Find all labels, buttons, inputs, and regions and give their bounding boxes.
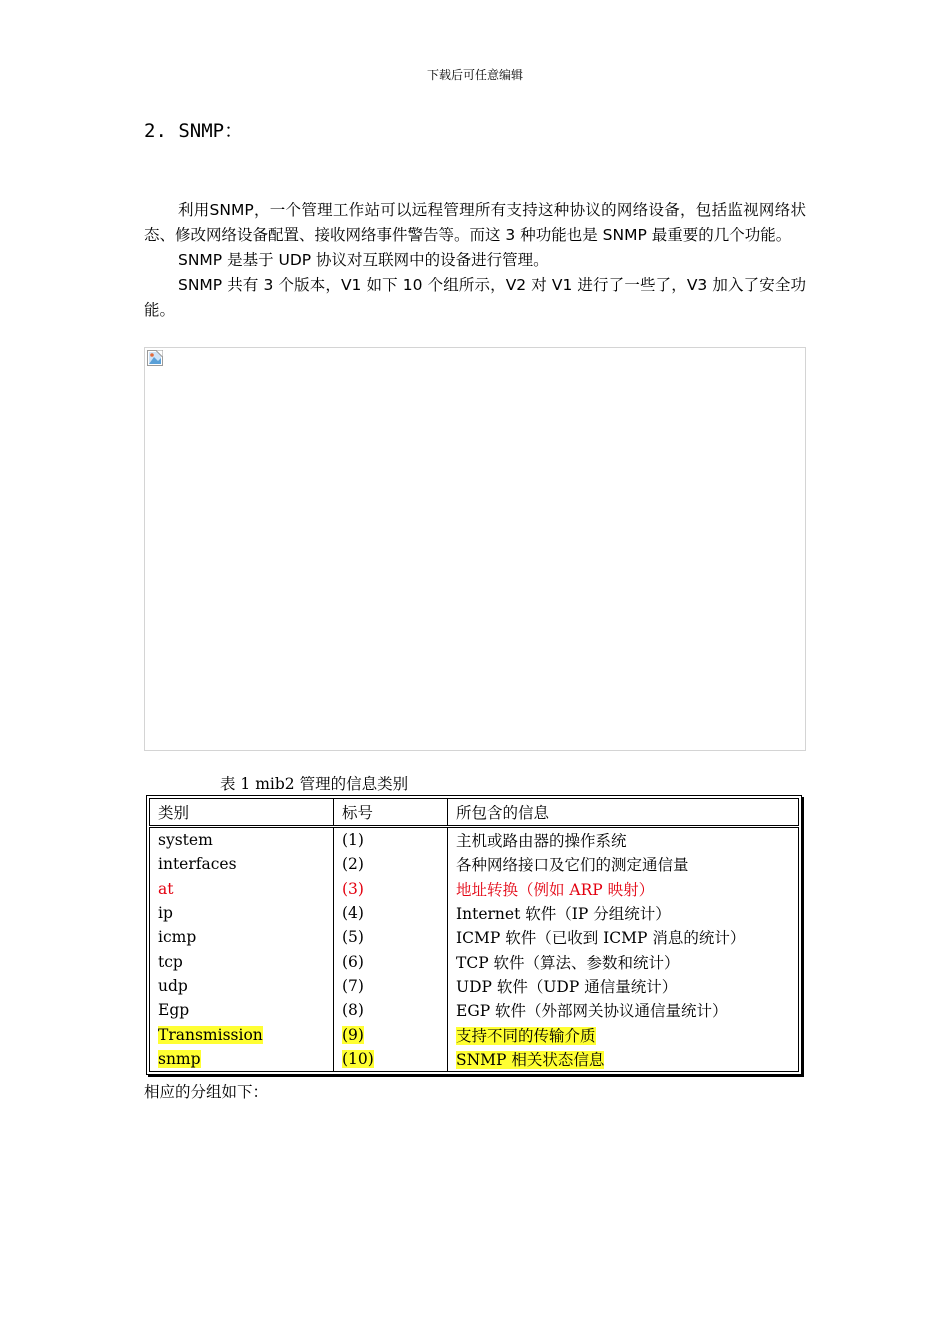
cell-category [150, 1047, 334, 1072]
table-caption: 表 1 mib2 管理的信息类别 [220, 775, 409, 793]
cell-id [334, 950, 448, 974]
cell-category [150, 974, 334, 998]
table-row [150, 901, 799, 925]
table-row [150, 925, 799, 949]
page-header-note: 下载后可任意编辑 [426, 68, 523, 82]
cell-info [448, 852, 799, 876]
cell-info [448, 1022, 799, 1046]
mib2-table-frame [146, 795, 802, 1075]
cell-category [150, 998, 334, 1022]
cell-category [150, 901, 334, 925]
cell-category [150, 950, 334, 974]
cell-info-text: 主机或路由器的操作系统 [456, 832, 627, 851]
cell-id [334, 925, 448, 949]
header-info: 所包含的信息 [448, 799, 799, 827]
mib2-table [149, 798, 799, 1072]
cell-info [448, 901, 799, 925]
broken-image-icon [147, 350, 163, 366]
cell-category-text: interfaces [158, 855, 237, 874]
cell-info-text: EGP 软件（外部网关协议通信量统计） [456, 1002, 728, 1021]
header-category: 类别 [150, 799, 334, 827]
cell-category [150, 1022, 334, 1046]
cell-category-text: ip [158, 904, 173, 923]
cell-category [150, 827, 334, 853]
paragraph-2: SNMP 是基于 UDP 协议对互联网中的设备进行管理。 [178, 251, 549, 269]
cell-id-text: (7) [342, 976, 364, 995]
cell-id-text: (5) [342, 928, 364, 947]
paragraph-3: SNMP 共有 3 个版本，V1 如下 10 个组所示，V2 对 V1 进行了一些了，V3 加入了安全功能。 [144, 276, 806, 319]
cell-category-text: udp [158, 976, 188, 995]
cell-info [448, 1047, 799, 1072]
cell-id-text: (8) [342, 1001, 364, 1020]
cell-id [334, 974, 448, 998]
cell-id-text: (3) [342, 879, 364, 898]
cell-category-text: icmp [158, 928, 197, 947]
cell-info-text: TCP 软件（算法、参数和统计） [456, 953, 680, 972]
section-heading: 2. SNMP： [144, 120, 244, 142]
cell-id-text: (10) [342, 1049, 374, 1068]
table-header-row [150, 799, 799, 827]
table-row [150, 1047, 799, 1072]
cell-category-text: Egp [158, 1001, 190, 1020]
table-row [150, 998, 799, 1022]
table-row [150, 877, 799, 901]
cell-category [150, 877, 334, 901]
cell-info-text: ICMP 软件（已收到 ICMP 消息的统计） [456, 929, 746, 948]
cell-id [334, 1022, 448, 1046]
header-id: 标号 [334, 799, 448, 827]
cell-id-text: (9) [342, 1025, 364, 1044]
body-text [144, 198, 806, 323]
cell-category-text: at [158, 879, 174, 898]
cell-id [334, 852, 448, 876]
cell-info-text: Internet 软件（IP 分组统计） [456, 905, 671, 924]
table-row [150, 974, 799, 998]
cell-id [334, 901, 448, 925]
cell-info [448, 925, 799, 949]
cell-category-text: system [158, 831, 213, 850]
missing-image-placeholder [144, 347, 806, 751]
cell-id-text: (4) [342, 904, 364, 923]
cell-info-text: SNMP 相关状态信息 [456, 1050, 605, 1069]
cell-info-text: 各种网络接口及它们的测定通信量 [456, 856, 689, 875]
cell-category [150, 925, 334, 949]
cell-category-text: snmp [158, 1049, 201, 1068]
cell-id [334, 998, 448, 1022]
cell-info [448, 877, 799, 901]
cell-info-text: 支持不同的传输介质 [456, 1026, 596, 1045]
cell-info [448, 827, 799, 853]
paragraph-1: 利用SNMP，一个管理工作站可以远程管理所有支持这种协议的网络设备，包括监视网络状态、修改网络设备配置、接收网络事件警告等。而这 3 种功能也是 SNMP 最重要的几个功能。 [144, 201, 806, 244]
cell-id [334, 827, 448, 853]
table-body [150, 827, 799, 1072]
cell-category-text: tcp [158, 952, 183, 971]
cell-id [334, 1047, 448, 1072]
table-row [150, 1022, 799, 1046]
cell-category [150, 852, 334, 876]
cell-info-text: UDP 软件（UDP 通信量统计） [456, 977, 678, 996]
cell-id [334, 877, 448, 901]
footer-text: 相应的分组如下： [144, 1083, 269, 1101]
cell-info [448, 950, 799, 974]
cell-id-text: (1) [342, 831, 364, 850]
cell-info [448, 974, 799, 998]
table-row [150, 827, 799, 853]
cell-id-text: (6) [342, 952, 364, 971]
cell-id-text: (2) [342, 855, 364, 874]
cell-info-text: 地址转换（例如 ARP 映射） [456, 880, 655, 899]
table-row [150, 950, 799, 974]
table-row [150, 852, 799, 876]
cell-category-text: Transmission [158, 1025, 263, 1044]
cell-info [448, 998, 799, 1022]
